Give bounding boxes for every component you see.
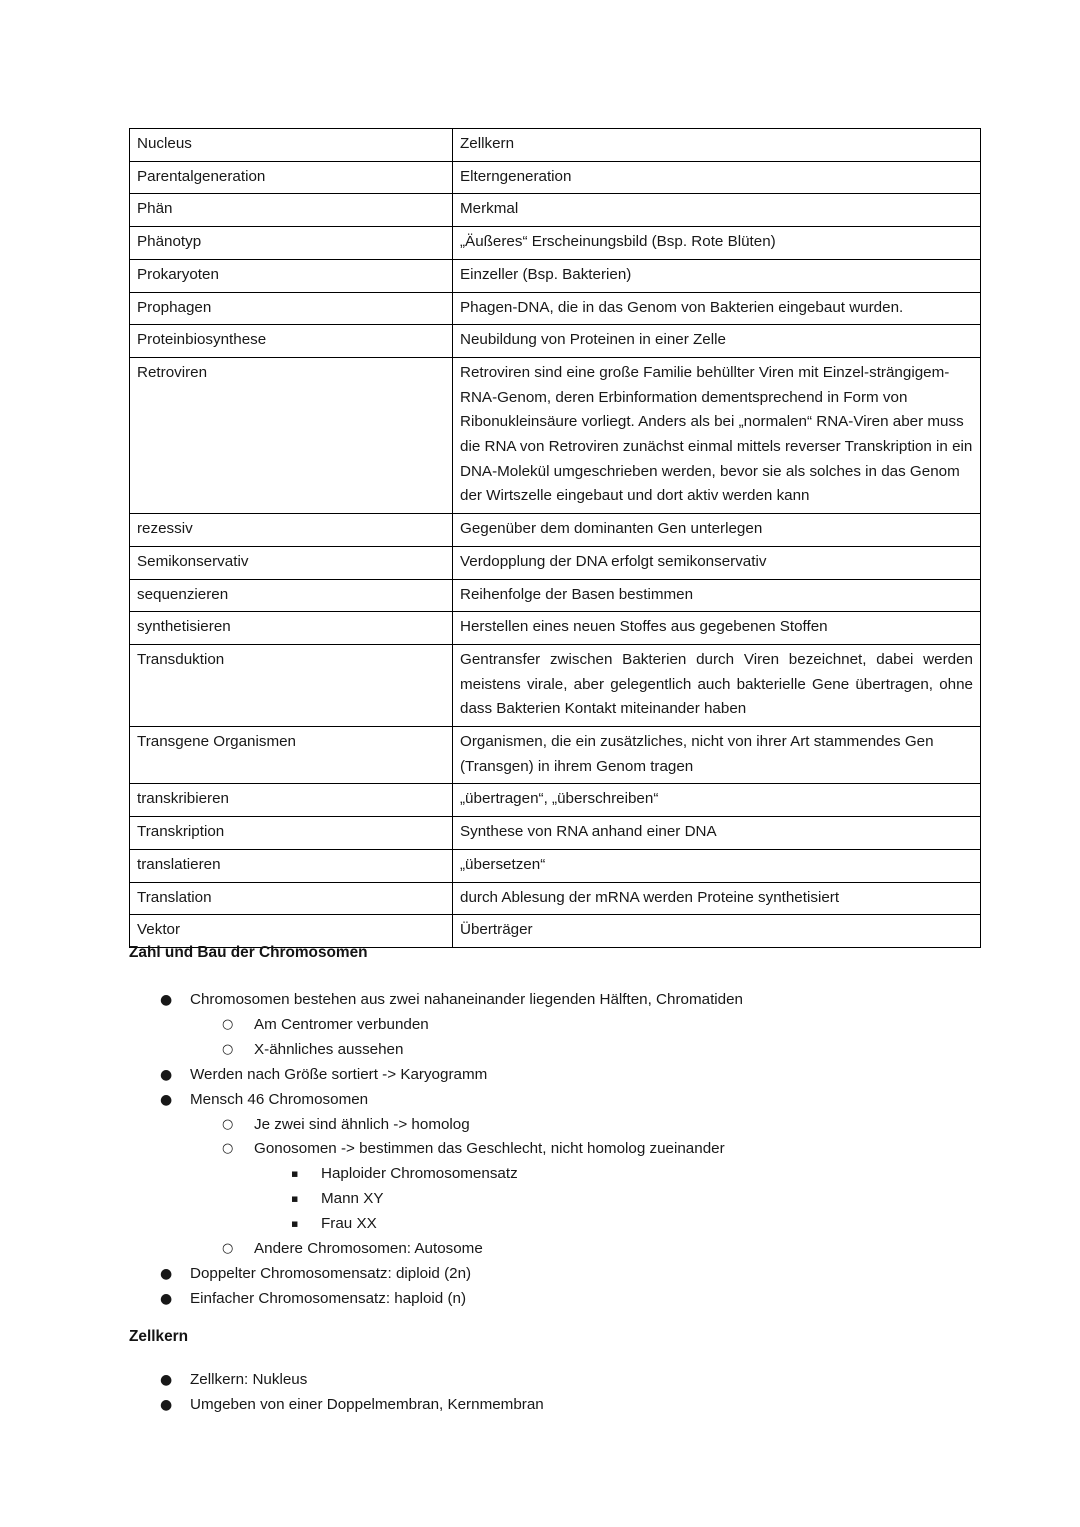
- table-row: [130, 612, 981, 645]
- bullet-square-icon: ▪: [291, 1192, 299, 1206]
- glossary-definition-cell: Neubildung von Proteinen in einer Zelle: [453, 325, 981, 358]
- table-row: [130, 325, 981, 358]
- list-item: [0, 1088, 1080, 1113]
- glossary-definition-cell: „übertragen“, „überschreiben“: [453, 784, 981, 817]
- list-item: [0, 1038, 1080, 1063]
- glossary-definition-cell: Überträger: [453, 915, 981, 948]
- list-item: [0, 1237, 1080, 1262]
- glossary-definition-cell: Retroviren sind eine große Familie behüllter Viren mit Einzel-strängigem-RNA-Genom, deren Erbinformation dementsprechend in Form von Ribonukleinsäure vorliegt. Anders als bei „normalen“ RNA-Viren aber muss die RNA von Retroviren zunächst einmal mittels reverser Transkription in ein DNA-Molekül umgeschrieben werden, bevor sie als solches in das Genom der Wirtszelle eingebaut und dort aktiv werden kann: [453, 357, 981, 513]
- table-row: [130, 817, 981, 850]
- table-row: [130, 194, 981, 227]
- table-row: [130, 292, 981, 325]
- glossary-definition-cell: Elterngeneration: [453, 161, 981, 194]
- table-row: [130, 882, 981, 915]
- glossary-term-cell: Nucleus: [130, 129, 453, 162]
- list-item-label: Andere Chromosomen: Autosome: [254, 1240, 483, 1258]
- bullet-circle-icon: ○: [222, 1241, 234, 1257]
- bullet-list-zellkern: [0, 1368, 1080, 1418]
- list-item: [0, 1187, 1080, 1212]
- list-item-label: Je zwei sind ähnlich -> homolog: [254, 1115, 470, 1133]
- list-item-label: Doppelter Chromosomensatz: diploid (2n): [190, 1264, 472, 1282]
- glossary-definition-cell: „übersetzen“: [453, 849, 981, 882]
- glossary-term-cell: rezessiv: [130, 514, 453, 547]
- table-row: [130, 727, 981, 784]
- bullet-disc-icon: ●: [160, 1396, 173, 1413]
- glossary-definition-cell: Merkmal: [453, 194, 981, 227]
- table-row: [130, 259, 981, 292]
- glossary-term-cell: Prophagen: [130, 292, 453, 325]
- glossary-table: [129, 128, 981, 948]
- glossary-term-cell: transkribieren: [130, 784, 453, 817]
- glossary-definition-cell: Gentransfer zwischen Bakterien durch Viren bezeichnet, dabei werden meistens virale, aber gelegentlich auch bakterielle Gene übertragen, ohne dass Bakterien Kontakt miteinander haben: [453, 644, 981, 726]
- list-item: [0, 1287, 1080, 1312]
- table-row: [130, 161, 981, 194]
- list-item: [0, 1393, 1080, 1418]
- list-item-label: Chromosomen bestehen aus zwei nahaneinander liegenden Hälften, Chromatiden: [190, 991, 744, 1008]
- table-row: [130, 546, 981, 579]
- list-item: [0, 1368, 1080, 1393]
- list-item-label: Einfacher Chromosomensatz: haploid (n): [190, 1289, 467, 1307]
- list-item-label: Haploider Chromosomensatz: [321, 1165, 518, 1183]
- table-row: [130, 129, 981, 162]
- bullet-disc-icon: ●: [160, 992, 173, 1008]
- table-row: [130, 644, 981, 726]
- section-heading-chromosomen: Zahl und Bau der Chromosomen: [129, 944, 368, 961]
- bullet-disc-icon: ●: [160, 1372, 173, 1388]
- list-item: [0, 988, 1080, 1013]
- glossary-definition-cell: „Äußeres“ Erscheinungsbild (Bsp. Rote Blüten): [453, 227, 981, 260]
- list-item-label: Zellkern: Nukleus: [190, 1371, 308, 1388]
- bullet-square-icon: ▪: [291, 1217, 299, 1231]
- glossary-term-cell: sequenzieren: [130, 579, 453, 612]
- list-item: [0, 1162, 1080, 1187]
- glossary-term-cell: Semikonservativ: [130, 546, 453, 579]
- bullet-circle-icon: ○: [222, 1016, 234, 1032]
- glossary-term-cell: synthetisieren: [130, 612, 453, 645]
- glossary-definition-cell: Einzeller (Bsp. Bakterien): [453, 259, 981, 292]
- glossary-term-cell: Parentalgeneration: [130, 161, 453, 194]
- list-item-label: Werden nach Größe sortiert -> Karyogramm: [190, 1065, 488, 1083]
- bullet-list-chromosomen: [0, 988, 1080, 1312]
- bullet-disc-icon: ●: [160, 1091, 173, 1108]
- glossary-definition-cell: durch Ablesung der mRNA werden Proteine synthetisiert: [453, 882, 981, 915]
- bullet-square-icon: ▪: [291, 1167, 299, 1181]
- table-row: [130, 357, 981, 513]
- glossary-term-cell: Proteinbiosynthese: [130, 325, 453, 358]
- table-row: [130, 849, 981, 882]
- glossary-term-cell: Transgene Organismen: [130, 727, 453, 784]
- glossary-definition-cell: Synthese von RNA anhand einer DNA: [453, 817, 981, 850]
- glossary-term-cell: Vektor: [130, 915, 453, 948]
- glossary-definition-cell: Herstellen eines neuen Stoffes aus gegebenen Stoffen: [453, 612, 981, 645]
- list-item: [0, 1013, 1080, 1038]
- table-row: [130, 514, 981, 547]
- list-item-label: Umgeben von einer Doppelmembran, Kernmembran: [190, 1395, 544, 1413]
- glossary-definition-cell: Zellkern: [453, 129, 981, 162]
- table-row: [130, 579, 981, 612]
- list-item: [0, 1113, 1080, 1138]
- glossary-term-cell: Transkription: [130, 817, 453, 850]
- glossary-table-body: [130, 129, 981, 948]
- glossary-definition-cell: Verdopplung der DNA erfolgt semikonservativ: [453, 546, 981, 579]
- table-row: [130, 227, 981, 260]
- table-row: [130, 784, 981, 817]
- list-item-label: Frau XX: [321, 1215, 377, 1233]
- list-item: [0, 1137, 1080, 1162]
- bullet-disc-icon: ●: [160, 1290, 173, 1307]
- list-item-label: Gonosomen -> bestimmen das Geschlecht, nicht homolog zueinander: [254, 1140, 725, 1158]
- list-item-label: Am Centromer verbunden: [254, 1015, 429, 1033]
- glossary-term-cell: Retroviren: [130, 357, 453, 513]
- section-heading-zellkern: Zellkern: [129, 1328, 189, 1345]
- list-item: [0, 1262, 1080, 1287]
- bullet-disc-icon: ●: [160, 1265, 173, 1282]
- glossary-definition-cell: Gegenüber dem dominanten Gen unterlegen: [453, 514, 981, 547]
- bullet-circle-icon: ○: [222, 1041, 234, 1057]
- list-item: [0, 1212, 1080, 1237]
- glossary-term-cell: Translation: [130, 882, 453, 915]
- bullet-circle-icon: ○: [222, 1141, 234, 1157]
- glossary-term-cell: Prokaryoten: [130, 259, 453, 292]
- list-item-label: Mann XY: [321, 1190, 384, 1208]
- list-item: [0, 1063, 1080, 1088]
- bullet-circle-icon: ○: [222, 1116, 234, 1132]
- list-item-label: Mensch 46 Chromosomen: [190, 1090, 369, 1108]
- bullet-disc-icon: ●: [160, 1066, 173, 1083]
- glossary-definition-cell: Reihenfolge der Basen bestimmen: [453, 579, 981, 612]
- glossary-term-cell: Transduktion: [130, 644, 453, 726]
- glossary-definition-cell: Phagen-DNA, die in das Genom von Bakterien eingebaut wurden.: [453, 292, 981, 325]
- glossary-term-cell: translatieren: [130, 849, 453, 882]
- glossary-definition-cell: Organismen, die ein zusätzliches, nicht von ihrer Art stammendes Gen (Transgen) in ihrem Genom tragen: [453, 727, 981, 784]
- list-item-label: X-ähnliches aussehen: [254, 1040, 404, 1058]
- glossary-term-cell: Phän: [130, 194, 453, 227]
- glossary-term-cell: Phänotyp: [130, 227, 453, 260]
